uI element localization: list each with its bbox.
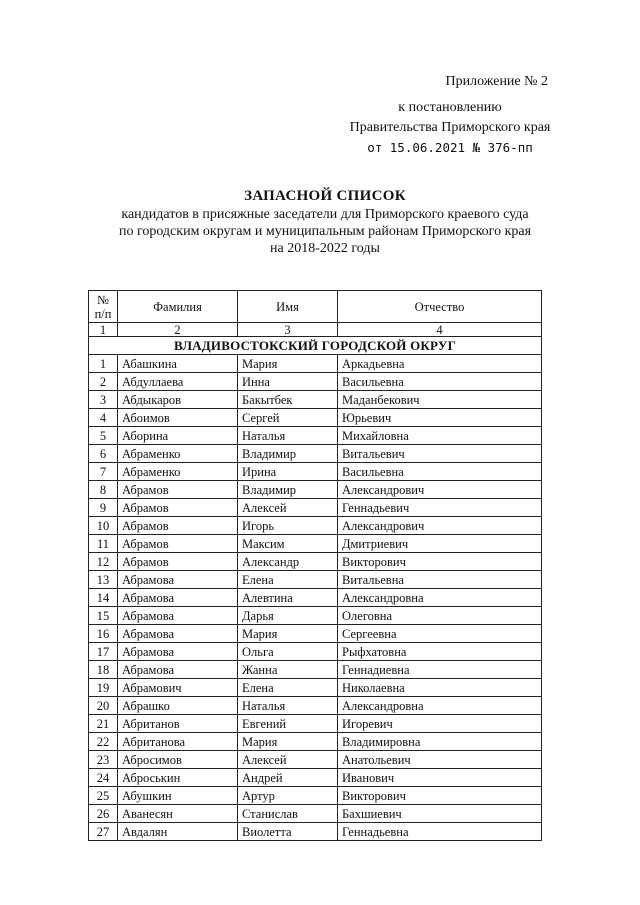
- row-name: Артур: [238, 787, 338, 805]
- column-number: 2: [118, 323, 238, 337]
- header-surname: Фамилия: [118, 291, 238, 323]
- row-name: Дарья: [238, 607, 338, 625]
- row-surname: Аборина: [118, 427, 238, 445]
- table-row: [89, 661, 542, 679]
- column-number: 3: [238, 323, 338, 337]
- row-name: Владимир: [238, 481, 338, 499]
- row-name: Станислав: [238, 805, 338, 823]
- table-row: [89, 697, 542, 715]
- row-number: 13: [89, 571, 118, 589]
- row-patronymic: Иванович: [338, 769, 542, 787]
- table-row: [89, 787, 542, 805]
- row-surname: Аброськин: [118, 769, 238, 787]
- table-row: [89, 535, 542, 553]
- row-surname: Абрамова: [118, 589, 238, 607]
- table-body: [89, 355, 542, 841]
- row-surname: Абрамов: [118, 553, 238, 571]
- table-row: [89, 823, 542, 841]
- decree-reference: [320, 98, 580, 158]
- row-number: 14: [89, 589, 118, 607]
- row-name: Елена: [238, 679, 338, 697]
- table-row: [89, 409, 542, 427]
- decree-date: от 15.06.2021 № 376-пп: [367, 140, 533, 155]
- row-surname: Абрамов: [118, 517, 238, 535]
- row-name: Алексей: [238, 499, 338, 517]
- table-row: [89, 751, 542, 769]
- row-surname: Абрамова: [118, 661, 238, 679]
- row-name: Мария: [238, 733, 338, 751]
- table-row: [89, 571, 542, 589]
- row-number: 6: [89, 445, 118, 463]
- row-surname: Абраменко: [118, 463, 238, 481]
- row-patronymic: Витальевич: [338, 445, 542, 463]
- row-patronymic: Викторович: [338, 553, 542, 571]
- table-row: [89, 589, 542, 607]
- row-name: Сергей: [238, 409, 338, 427]
- row-name: Алевтина: [238, 589, 338, 607]
- row-name: Наталья: [238, 427, 338, 445]
- document-title: ЗАПАСНОЙ СПИСОК: [244, 188, 406, 204]
- row-number: 1: [89, 355, 118, 373]
- header-number-label: № п/п: [94, 292, 112, 321]
- row-surname: Абританов: [118, 715, 238, 733]
- column-number: 1: [89, 323, 118, 337]
- row-number: 27: [89, 823, 118, 841]
- row-number: 18: [89, 661, 118, 679]
- heading-line-2: по городским округам и муниципальным районам Приморского края: [118, 224, 532, 239]
- header-patronymic: Отчество: [338, 291, 542, 323]
- row-name: Владимир: [238, 445, 338, 463]
- heading-line-1: кандидатов в присяжные заседатели для Приморского краевого суда: [121, 207, 529, 222]
- header-name: Имя: [238, 291, 338, 323]
- table-row: [89, 805, 542, 823]
- row-name: Жанна: [238, 661, 338, 679]
- row-number: 20: [89, 697, 118, 715]
- row-surname: Абрамова: [118, 571, 238, 589]
- row-surname: Абушкин: [118, 787, 238, 805]
- row-number: 21: [89, 715, 118, 733]
- table-row: [89, 625, 542, 643]
- table-row: [89, 391, 542, 409]
- column-numbers-row: [89, 323, 542, 337]
- row-surname: Аванесян: [118, 805, 238, 823]
- row-name: Андрей: [238, 769, 338, 787]
- document-heading: [90, 187, 560, 257]
- region-row: [89, 337, 542, 355]
- row-name: Инна: [238, 373, 338, 391]
- table-row: [89, 769, 542, 787]
- row-patronymic: Сергеевна: [338, 625, 542, 643]
- row-patronymic: Александровна: [338, 589, 542, 607]
- row-patronymic: Викторович: [338, 787, 542, 805]
- row-name: Ирина: [238, 463, 338, 481]
- row-name: Бакытбек: [238, 391, 338, 409]
- column-number: 4: [338, 323, 542, 337]
- table-row: [89, 481, 542, 499]
- row-name: Наталья: [238, 697, 338, 715]
- row-name: Елена: [238, 571, 338, 589]
- table-row: [89, 445, 542, 463]
- row-surname: Абашкина: [118, 355, 238, 373]
- row-number: 7: [89, 463, 118, 481]
- table-row: [89, 517, 542, 535]
- row-number: 25: [89, 787, 118, 805]
- row-number: 19: [89, 679, 118, 697]
- row-number: 17: [89, 643, 118, 661]
- row-surname: Абрамова: [118, 625, 238, 643]
- row-patronymic: Юрьевич: [338, 409, 542, 427]
- row-number: 4: [89, 409, 118, 427]
- table-row: [89, 427, 542, 445]
- row-surname: Абдыкаров: [118, 391, 238, 409]
- row-number: 11: [89, 535, 118, 553]
- row-patronymic: Витальевна: [338, 571, 542, 589]
- row-number: 23: [89, 751, 118, 769]
- row-surname: Абрамов: [118, 481, 238, 499]
- row-number: 9: [89, 499, 118, 517]
- row-number: 2: [89, 373, 118, 391]
- row-surname: Абдуллаева: [118, 373, 238, 391]
- row-patronymic: Михайловна: [338, 427, 542, 445]
- row-surname: Абрамов: [118, 499, 238, 517]
- row-number: 3: [89, 391, 118, 409]
- row-number: 12: [89, 553, 118, 571]
- row-surname: Абрамова: [118, 607, 238, 625]
- row-number: 8: [89, 481, 118, 499]
- row-surname: Авдалян: [118, 823, 238, 841]
- row-patronymic: Игоревич: [338, 715, 542, 733]
- row-patronymic: Васильевна: [338, 463, 542, 481]
- row-patronymic: Геннадьевич: [338, 499, 542, 517]
- row-surname: Абросимов: [118, 751, 238, 769]
- row-number: 5: [89, 427, 118, 445]
- table-row: [89, 463, 542, 481]
- row-patronymic: Александрович: [338, 517, 542, 535]
- row-surname: Абрашко: [118, 697, 238, 715]
- table-row: [89, 679, 542, 697]
- row-patronymic: Александрович: [338, 481, 542, 499]
- table-row: [89, 499, 542, 517]
- appendix-title: Приложение № 2: [445, 74, 548, 89]
- table-row: [89, 355, 542, 373]
- row-patronymic: Рыфхатовна: [338, 643, 542, 661]
- table-row: [89, 607, 542, 625]
- candidates-table: [88, 290, 542, 841]
- row-number: 26: [89, 805, 118, 823]
- row-number: 16: [89, 625, 118, 643]
- row-patronymic: Маданбекович: [338, 391, 542, 409]
- row-number: 10: [89, 517, 118, 535]
- row-number: 24: [89, 769, 118, 787]
- row-name: Игорь: [238, 517, 338, 535]
- row-surname: Абраменко: [118, 445, 238, 463]
- row-patronymic: Геннадиевна: [338, 661, 542, 679]
- table-header-row: [89, 291, 542, 323]
- decree-line-1: к постановлению: [398, 100, 502, 115]
- header-number: [89, 291, 118, 323]
- table-row: [89, 643, 542, 661]
- row-name: Алексей: [238, 751, 338, 769]
- row-surname: Абрамов: [118, 535, 238, 553]
- row-name: Виолетта: [238, 823, 338, 841]
- heading-line-3: на 2018-2022 годы: [270, 241, 380, 256]
- row-name: Максим: [238, 535, 338, 553]
- row-number: 22: [89, 733, 118, 751]
- row-surname: Абоимов: [118, 409, 238, 427]
- region-title: ВЛАДИВОСТОКСКИЙ ГОРОДСКОЙ ОКРУГ: [89, 337, 542, 355]
- row-patronymic: Александровна: [338, 697, 542, 715]
- table-row: [89, 373, 542, 391]
- row-patronymic: Аркадьевна: [338, 355, 542, 373]
- row-patronymic: Олеговна: [338, 607, 542, 625]
- row-patronymic: Бахшиевич: [338, 805, 542, 823]
- table-row: [89, 733, 542, 751]
- row-patronymic: Николаевна: [338, 679, 542, 697]
- row-patronymic: Васильевна: [338, 373, 542, 391]
- row-patronymic: Анатольевич: [338, 751, 542, 769]
- decree-line-2: Правительства Приморского края: [349, 120, 551, 135]
- row-surname: Абрамова: [118, 643, 238, 661]
- row-name: Мария: [238, 625, 338, 643]
- row-name: Александр: [238, 553, 338, 571]
- row-name: Евгений: [238, 715, 338, 733]
- row-name: Ольга: [238, 643, 338, 661]
- row-name: Мария: [238, 355, 338, 373]
- row-patronymic: Владимировна: [338, 733, 542, 751]
- row-surname: Абританова: [118, 733, 238, 751]
- table-row: [89, 715, 542, 733]
- row-number: 15: [89, 607, 118, 625]
- row-surname: Абрамович: [118, 679, 238, 697]
- row-patronymic: Геннадьевна: [338, 823, 542, 841]
- table-row: [89, 553, 542, 571]
- row-patronymic: Дмитриевич: [338, 535, 542, 553]
